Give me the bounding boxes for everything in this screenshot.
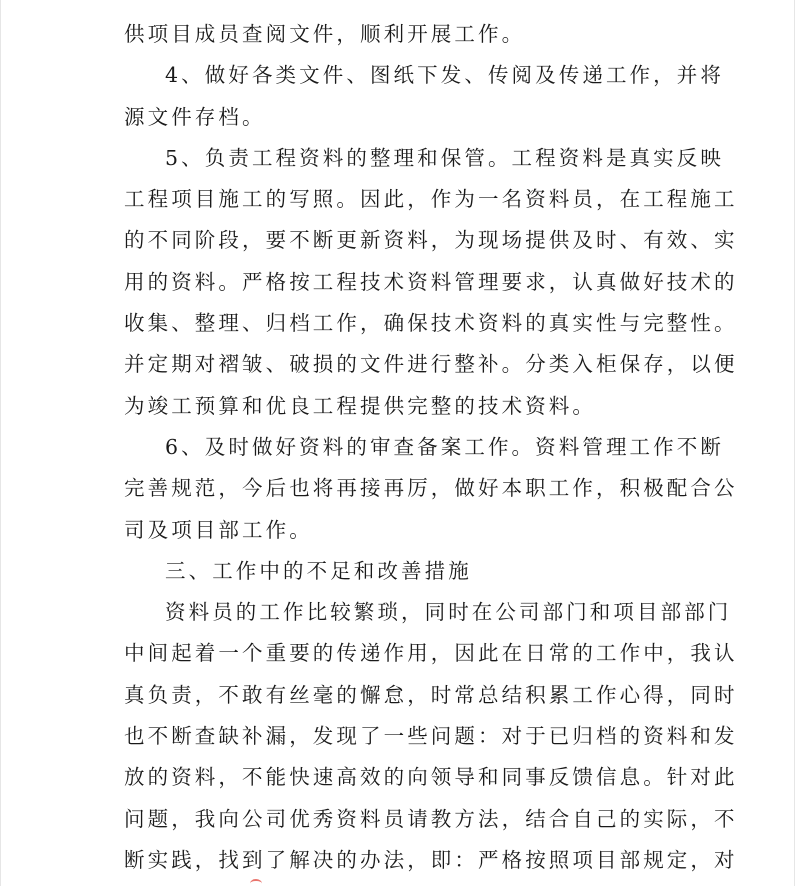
text-line: 司及项目部工作。 xyxy=(124,517,313,542)
text-line: 断实践，找到了解决的办法，即：严格按照项目部规定，对 xyxy=(124,847,738,872)
text-line: 完善规范，今后也将再接再厉，做好本职工作，积极配合公 xyxy=(124,476,738,501)
section-heading: 三、工作中的不足和改善措施 xyxy=(165,558,472,583)
text-line: 用的资料。严格按工程技术资料管理要求，认真做好技术的 xyxy=(124,269,738,294)
text-line: 为竣工预算和优良工程提供完整的技术资料。 xyxy=(124,393,596,418)
text-line: 并定期对褶皱、破损的文件进行整补。分类入柜保存，以便 xyxy=(124,352,738,377)
text-line: 资料员的工作比较繁琐，同时在公司部门和项目部部门 xyxy=(165,600,732,625)
text-line: 放的资料，不能快速高效的向领导和同事反馈信息。针对此 xyxy=(124,765,738,790)
text-line: 的不同阶段，要不断更新资料，为现场提供及时、有效、实 xyxy=(124,228,738,253)
text-line: 源文件存档。 xyxy=(124,104,266,129)
text-line: 真负责，不敢有丝毫的懈怠，时常总结积累工作心得，同时 xyxy=(124,682,738,707)
text-line: 也不断查缺补漏，发现了一些问题：对于已归档的资料和发 xyxy=(124,724,738,749)
text-line: 中间起着一个重要的传递作用，因此在日常的工作中，我认 xyxy=(124,641,738,666)
text-line: 5、负责工程资料的整理和保管。工程资料是真实反映 xyxy=(165,145,724,170)
text-line: 6、及时做好资料的审查备案工作。资料管理工作不断 xyxy=(165,434,724,459)
document-body xyxy=(124,14,738,881)
text-line: 问题，我向公司优秀资料员请教方法，结合自己的实际，不 xyxy=(124,806,738,831)
text-line: 供项目成员查阅文件，顺利开展工作。 xyxy=(124,22,526,46)
red-ink-mark xyxy=(250,879,262,886)
text-line: 4、做好各类文件、图纸下发、传阅及传递工作，并将 xyxy=(165,63,724,88)
text-line: 收集、整理、归档工作，确保技术资料的真实性与完整性。 xyxy=(124,311,738,336)
text-line: 工程项目施工的写照。因此，作为一名资料员，在工程施工 xyxy=(124,187,738,212)
